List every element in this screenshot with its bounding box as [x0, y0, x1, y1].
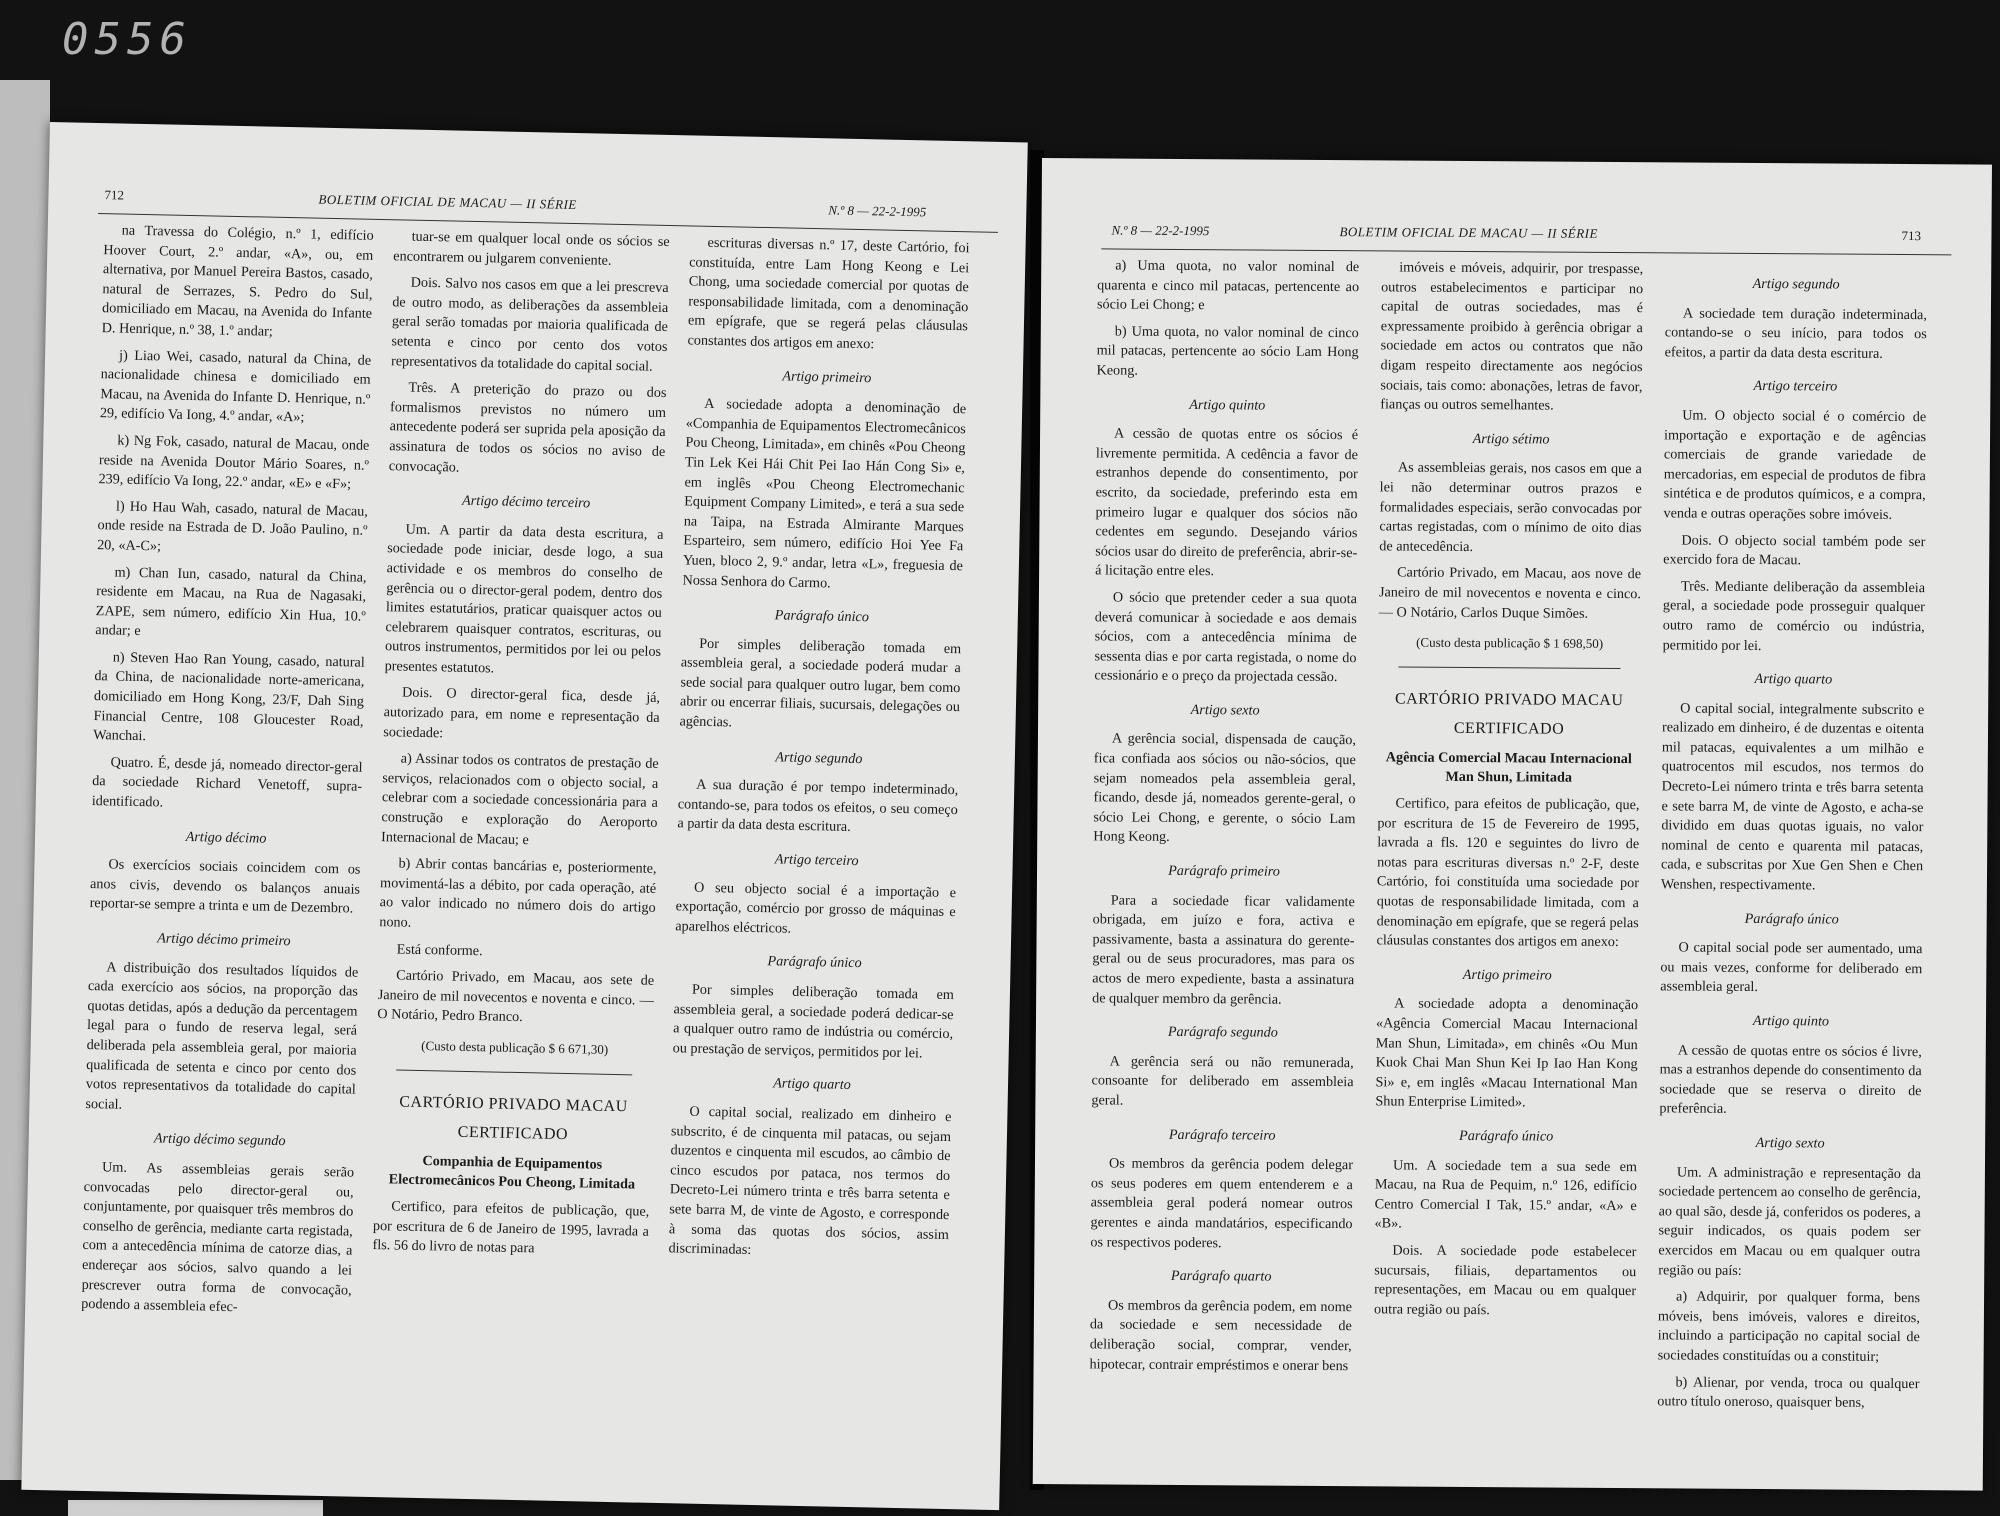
body-paragraph: b) Alienar, por venda, troca ou qualquer outro título oneroso, quaisquer bens, [1657, 1373, 1920, 1411]
right-column-1 [1089, 256, 1359, 1383]
body-paragraph: na Travessa do Colégio, n.º 1, edifício Hoover Court, 2.º andar, «A», ou, em alternativa, por Manuel Pereira Bastos, casado, natural de Serrazes, S. Pedro do Sul, domiciliado em Macau, na Avenida do Infante D. Henrique, n.º 38, 1.º andar; [101, 222, 374, 340]
left-column-3 [668, 233, 970, 1271]
body-paragraph: a) Adquirir, por qualquer forma, bens móveis, bens imóveis, valores e direitos, incluindo a participação no capital social de sociedades constituídas ou a constituir; [1657, 1288, 1921, 1365]
publication-cost: (Custo desta publicação $ 6 671,30) [421, 1037, 609, 1057]
body-paragraph: Um. O objecto social é o comércio de importação e exportação e de agências comerciais de grande variedade de mercadorias, em especial de produtos de fibra sintética e de produtos químicos, e a compra, venda e outras operações sobre imóveis. [1663, 407, 1927, 523]
article-heading: Artigo décimo terceiro [461, 492, 591, 512]
body-paragraph: b) Uma quota, no valor nominal de cinco mil patacas, pertencente ao sócio Lam Hong Keong. [1096, 323, 1359, 379]
body-paragraph: Certifico, para efeitos de publicação, que, por escritura de 6 de Janeiro de 1995, lavrada a fls. 56 do livro de notas para [372, 1198, 650, 1257]
film-frame-number: 0556 [62, 14, 192, 65]
section-separator [396, 1069, 632, 1075]
film-bottom-tab [68, 1500, 323, 1516]
body-paragraph: tuar-se em qualquer local onde os sócios se encontrarem ou julgarem conveniente. [393, 228, 670, 269]
article-heading: Artigo décimo segundo [153, 1130, 286, 1150]
body-paragraph: O capital social, integralmente subscrito e realizado em dinheiro, é de duzentas e oitenta mil patacas, equivalentes a um milhão e quatrocentos mil escudos, nos termos do Decreto-Lei número trinta e três barra setenta e sete barra M, de vinte de Agosto, e acha-se dividido em duas quotas iguais, no valor nominal de cento e quarenta mil patacas, cada, e subscritas por Xue Gen Shen e Chen Wenshen, respectivamente. [1660, 700, 1925, 894]
body-paragraph: escrituras diversas n.º 17, deste Cartório, foi constituída, entre Lam Hong Keong e Lei Chong, uma sociedade comercial por quotas de responsabilidade limitada, com a denominação em epígrafe, que se regerá pelas cláusulas constantes dos artigos em anexo: [687, 234, 970, 353]
section-title: CARTÓRIO PRIVADO MACAU [399, 1093, 628, 1115]
article-heading: Artigo quinto [1752, 1012, 1830, 1030]
body-paragraph: imóveis e móveis, adquirir, por trespasse, outros estabelecimentos e participar no capital de outras sociedades, mas é expressamente proibido à gerência obrigar a sociedade em actos ou contratos que não digam respeito directamente aos negócios sociais, tais como: abonações, letras de favor, fianças ou outros semelhantes. [1380, 259, 1644, 414]
article-heading: Parágrafo terceiro [1168, 1126, 1276, 1144]
body-paragraph: A gerência social, dispensada de caução, fica confiada aos sócios ou não-sócios, que sejam nomeados pela assembleia geral, ficando, desde já, nomeados gerente-geral, o sócio Lei Chong, e gerente, o sócio Lam Hong Keong. [1093, 730, 1356, 846]
body-paragraph: A gerência será ou não remunerada, consoante for deliberado em assembleia geral. [1091, 1053, 1354, 1109]
body-paragraph: Dois. Salvo nos casos em que a lei prescreva de outro modo, as deliberações da assembleia geral serão tomadas por maioria qualificada de setenta e cinco por cento dos votos representativos da totalidade do capital social. [390, 274, 669, 375]
body-paragraph: b) Abrir contas bancárias e, posteriormente, movimentá-las a débito, por cada operação, até ao valor indicado no número dois do artigo nono. [379, 855, 657, 931]
body-paragraph: n) Steven Hao Ran Young, casado, natural da China, de nacionalidade norte-americana, domiciliado em Hong Kong, 23/F, Dah Sing Financial Centre, 108 Gloucester Road, Wanchai. [92, 649, 365, 745]
article-heading: Artigo décimo primeiro [157, 930, 291, 950]
company-name: Agência Comercial Macau Internacional Man Shun, Limitada [1385, 749, 1632, 787]
body-paragraph: k) Ng Fok, casado, natural de Macau, onde reside na Avenida Doutor Mário Soares, n.º 239, edifício Va Iong, 22.º andar, «E» e «F»; [98, 432, 370, 493]
body-paragraph: O seu objecto social é a importação e exportação, comércio por grosso de máquinas e aparelhos eléctricos. [675, 879, 957, 937]
publication-cost: (Custo desta publicação $ 1 698,50) [1416, 634, 1604, 652]
body-paragraph: A sociedade tem duração indeterminada, contando-se o seu início, para todos os efeitos, a partir da data desta escritura. [1664, 305, 1927, 362]
article-heading: Parágrafo único [1744, 910, 1839, 928]
right-column-3 [1657, 260, 1927, 1420]
body-paragraph: Cartório Privado, em Macau, aos sete de Janeiro de mil novecentos e noventa e cinco. — O Notário, Pedro Branco. [377, 967, 655, 1026]
publication-title: BOLETIM OFICIAL DE MACAU — II SÉRIE [318, 191, 577, 213]
body-paragraph: a) Uma quota, no valor nominal de quarenta e cinco mil patacas, pertencente ao sócio Lei Chong; e [1096, 257, 1360, 314]
section-title: CARTÓRIO PRIVADO MACAU [1394, 690, 1624, 709]
body-paragraph: A sua duração é por tempo indeterminado, contando-se, para todos os efeitos, o seu começo a partir da data desta escritura. [677, 776, 959, 836]
article-heading: Artigo primeiro [782, 367, 872, 386]
article-heading: Artigo quinto [1189, 396, 1266, 414]
body-paragraph: Os exercícios sociais coincidem com os anos civis, devendo os balanços anuais reportar-se sempre a trinta e um de Dezembro. [89, 856, 361, 917]
article-heading: Parágrafo único [774, 607, 870, 626]
article-heading: Artigo décimo [185, 828, 267, 847]
section-separator [1398, 666, 1620, 669]
body-paragraph: O sócio que pretender ceder a sua quota deverá comunicar à sociedade e aos demais sócios, com a antecedência mínima de sessenta dias e por carta registada, o nome do cessionário e o preço da projectada cessão. [1094, 589, 1357, 686]
article-heading: Artigo segundo [1752, 275, 1840, 293]
section-title: CERTIFICADO [457, 1123, 569, 1144]
right-page [1033, 158, 1992, 1491]
article-heading: Artigo terceiro [774, 851, 859, 870]
body-paragraph: Cartório Privado, em Macau, aos nove de Janeiro de mil novecentos e noventa e cinco. — O Notário, Carlos Duque Simões. [1378, 564, 1642, 622]
body-paragraph: Um. A sociedade tem a sua sede em Macau, na Rua de Pequim, n.º 126, edifício Centro Comercial I Tak, 15.º andar, «A» e «B». [1374, 1157, 1638, 1232]
publication-title: BOLETIM OFICIAL DE MACAU — II SÉRIE [1339, 224, 1598, 241]
article-heading: Parágrafo único [767, 953, 862, 972]
left-page [21, 122, 1027, 1510]
body-paragraph: Os membros da gerência podem, em nome da sociedade e sem necessidade de deliberação social, comprar, vender, hipotecar, contrair empréstimos e onerar bens [1089, 1297, 1353, 1374]
body-paragraph: Para a sociedade ficar validamente obrigada, em juízo e fora, activa e passivamente, basta a assinatura do gerente-geral ou de seus procuradores, mas para os actos de mero expediente, basta a assinatura de qualquer membro da gerência. [1092, 892, 1355, 1008]
article-heading: Artigo quarto [1754, 671, 1833, 688]
body-paragraph: Um. As assembleias gerais serão convocadas pelo director-geral ou, conjuntamente, por quaisquer três membros do conselho de gerência, mediante carta registada, com a antecedência mínima de catorze dias, a endereçar aos sócios, salvo quando a lei prescrever outra forma de convocação, podendo a assembleia efec- [81, 1159, 355, 1316]
body-paragraph: A sociedade adopta a denominação «Agência Comercial Macau Internacional Man Shun, Limitada», em chinês «Ou Mun Kuok Chai Man Shun Kei Ip Iao Han Kong Si» e, em inglês «Macau International Man Shun Enterprise Limited». [1375, 995, 1639, 1111]
article-heading: Artigo sexto [1190, 701, 1260, 719]
body-paragraph: Certifico, para efeitos de publicação, que, por escritura de 15 de Fevereiro de 1995, lavrada a fls. 120 e seguintes do livro de notas para escrituras diversas n.º 2-F, deste Cartório, foi constituída uma sociedade por quotas de responsabilidade limitada, com a denominação em epígrafe, que se regerá pelas cláusulas constantes dos artigos em anexo: [1376, 795, 1640, 951]
body-paragraph: Um. A partir da data desta escritura, a sociedade pode iniciar, desde logo, a sua actividade e os membros do conselho de gerência ou o director-geral podem, dentro dos limites estatutários, praticar quaisquer actos ou celebrarem quaisquer contratos, escrituras, ou outros instrumentos, permitidos por lei ou pelos presentes estatutos. [384, 521, 664, 677]
body-paragraph: A cessão de quotas entre os sócios é livre, mas a estranhos depende do consentimento da sociedade que se reserva o direito de preferência. [1659, 1042, 1922, 1118]
article-heading: Artigo quarto [773, 1075, 851, 1094]
body-paragraph: a) Assinar todos os contratos de prestação de serviços, relacionados com o objecto social, a celebrar com a sociedade concessionária para a construção e exploração do Aeroporto Internacional de Macau; e [380, 750, 659, 848]
body-paragraph: Três. A preterição do prazo ou dos formalismos previstos no número um antecedente poderá ser suprida pela aposição da assinatura de todos os sócios no aviso de convocação. [388, 379, 667, 476]
body-paragraph: m) Chan Iun, casado, natural da China, residente em Macau, na Rua de Nagasaki, ZAPE, sem número, edifício Xin Hua, 10.º andar; e [95, 563, 367, 640]
article-heading: Artigo segundo [775, 748, 863, 767]
article-heading: Parágrafo segundo [1167, 1024, 1278, 1041]
article-heading: Artigo terceiro [1753, 378, 1838, 395]
issue-info: N.º 8 — 22-2-1995 [828, 202, 927, 220]
article-heading: Artigo sexto [1755, 1134, 1825, 1152]
body-paragraph: Um. A administração e representação da sociedade pertencem ao conselho de gerência, ao qual são, desde já, conferidos os poderes, a seguir indicados, os quais podem ser exercidos em Macau ou em qualquer outra região ou país: [1658, 1164, 1921, 1279]
page-number: 712 [104, 187, 125, 203]
body-paragraph: j) Liao Wei, casado, natural da China, de nacionalidade chinesa e domiciliado em Macau, na Avenida do Infante D. Henrique, n.º 29, edifício Va Iong, 4.º andar, «A»; [99, 347, 372, 426]
body-paragraph: A cessão de quotas entre os sócios é livremente permitida. A cedência a favor de estranhos depende do consentimento, por escrito, da sociedade, preferindo esta em primeiro lugar e qualquer dos sócios não cedentes em segundo. Desejando vários sócios usar do direito de preferência, abrir-se-á licitação entre eles. [1095, 425, 1359, 580]
body-paragraph: Dois. O objecto social também pode ser exercido fora de Macau. [1663, 532, 1926, 569]
body-paragraph: Três. Mediante deliberação da assembleia geral, a sociedade pode prosseguir qualquer outro ramo de comércio ou indústria, permitido por lei. [1662, 578, 1926, 654]
body-paragraph: Por simples deliberação tomada em assembleia geral, a sociedade poderá mudar a sede social para qualquer outro lugar, bem como abrir ou encerrar filiais, sucursais, delegações ou agências. [679, 635, 962, 731]
body-paragraph: O capital social pode ser aumentado, uma ou mais vezes, conforme for deliberado em assembleia geral. [1660, 939, 1923, 996]
issue-info: N.º 8 — 22-2-1995 [1111, 222, 1210, 239]
body-paragraph: Dois. A sociedade pode estabelecer sucursais, filiais, departamentos ou representações, em Macau ou em qualquer outra região ou país. [1373, 1242, 1637, 1318]
article-heading: Artigo sétimo [1472, 430, 1550, 448]
right-column-2 [1374, 258, 1643, 1328]
company-name: Companhia de Equipamentos Electromecânicos Pou Cheong, Limitada [388, 1152, 636, 1193]
body-paragraph: O capital social, realizado em dinheiro e subscrito, é de cinquenta mil patacas, ou sejam duzentos e cinquenta mil escudos, ao câmbio de cinco escudos por pataca, nos termos do Decreto-Lei número trinta e três barra setenta e sete barra M, de vinte de Agosto, e corresponde à soma das quotas dos sócios, assim discriminadas: [668, 1103, 952, 1259]
body-paragraph: Quatro. É, desde já, nomeado director-geral da sociedade Richard Venetoff, supra-identificado. [91, 754, 363, 811]
article-heading: Artigo primeiro [1462, 966, 1552, 984]
article-heading: Parágrafo único [1459, 1127, 1554, 1145]
article-heading: Parágrafo quarto [1170, 1268, 1272, 1285]
body-paragraph: Está conforme. [396, 941, 483, 959]
body-paragraph: A sociedade adopta a denominação de «Companhia de Equipamentos Electromecânicos Pou Cheong, Limitada», em chinês «Pou Cheong Tin Lek Kei Hái Chit Pei Iao Hán Cong Si» e, em inglês «Pou Cheong Electromechanic Equipment Company Limited», e terá a sua sede na Taipa, na Estrada Almirante Marques Esparteiro, sem número, edifício Hoi Yee Fa Yuen, bloco 2, 9.º andar, letra «L», freguesia de Nossa Senhora do Carmo. [682, 395, 967, 591]
section-title: CERTIFICADO [1453, 720, 1565, 738]
body-paragraph: A distribuição dos resultados líquidos de cada exercício aos sócios, na proporção das quotas detidas, após a dedução da percentagem legal para o fundo de reserva legal, será deliberada pela assembleia geral, por maioria qualificada de setenta e cinco por cento dos votos representativos da totalidade do capital social. [85, 958, 359, 1113]
left-column-1 [81, 221, 374, 1327]
page-number: 713 [1901, 228, 1922, 244]
body-paragraph: l) Ho Hau Wah, casado, natural de Macau, onde reside na Estrada de D. João Paulino, n.º 20, «A-C»; [96, 498, 369, 555]
article-heading: Parágrafo primeiro [1168, 862, 1280, 880]
body-paragraph: Dois. O director-geral fica, desde já, autorizado para, em nome e representação da sociedade: [383, 684, 661, 742]
body-paragraph: As assembleias gerais, nos casos em que a lei não determinar outros prazos e formalidades especiais, serão convocadas por cartas registadas, com o mínimo de oito dias de antecedência. [1379, 459, 1642, 555]
left-column-2 [372, 227, 670, 1268]
body-paragraph: Por simples deliberação tomada em assembleia geral, a sociedade poderá dedicar-se a qualquer outro ramo de indústria ou comércio, ou prestação de serviços, permitidos por lei. [672, 981, 955, 1062]
body-paragraph: Os membros da gerência podem delegar os seus poderes em quem entenderem e a assembleia geral poderá nomear outros gerentes e ainda mandatários, especificando os respectivos poderes. [1090, 1155, 1354, 1251]
